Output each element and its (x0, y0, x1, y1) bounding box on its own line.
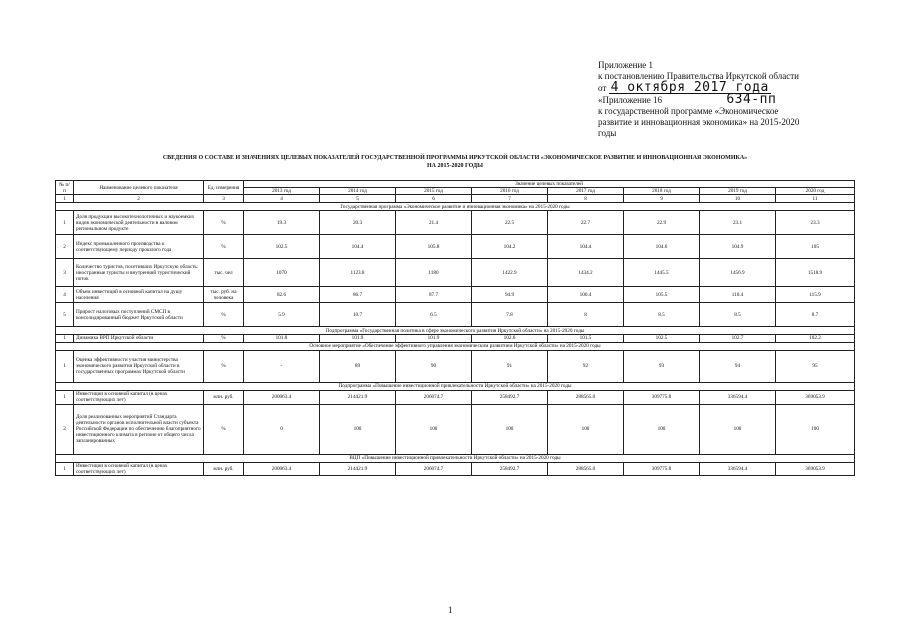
row-number: 1 (56, 211, 74, 235)
indicator-name: Объем инвестиций в основной капитал на душу населения (74, 287, 204, 303)
section-title: Государственная программа «Экономическое развитие и инновационная экономика» на 2015-2020 годы (56, 203, 855, 211)
annex-number-line: «Приложение 16 634-пп (598, 92, 777, 107)
indicator-value: - (244, 350, 320, 382)
indicator-value: 1518.9 (776, 259, 855, 287)
column-index: 10 (700, 195, 776, 203)
unit: % (204, 350, 244, 382)
indicator-value: 100 (548, 404, 624, 454)
indicator-value: 258492.7 (472, 462, 548, 475)
table-row (56, 287, 855, 303)
col-number-header: № п/п (56, 181, 74, 195)
unit: тыс. руб. на человека (204, 287, 244, 303)
indicator-value: 1422.9 (472, 259, 548, 287)
indicator-name: Индекс промышленного производства к соответствующему периоду прошлого года (74, 235, 204, 259)
program-line-1: к государственной программе «Экономическое (598, 106, 779, 116)
table-row (56, 335, 855, 342)
indicator-value: 104.2 (472, 235, 548, 259)
indicator-value: 23.3 (776, 211, 855, 235)
indicator-value: 90 (396, 350, 472, 382)
indicator-name: Количество туристов, посетивших Иркутскую область: иностранные туристы и внутренний туристический поток (74, 259, 204, 287)
indicator-value: 8 (548, 303, 624, 327)
column-index-row (56, 195, 855, 203)
row-number: 1 (56, 390, 74, 404)
indicator-value: 369053.9 (776, 462, 855, 475)
indicator-value: 100 (700, 404, 776, 454)
indicator-value: 102.7 (700, 335, 776, 342)
unit: тыс. чел (204, 259, 244, 287)
indicator-value: 100 (776, 404, 855, 454)
indicator-value: 309775.8 (624, 462, 700, 475)
indicator-value: 100.4 (548, 287, 624, 303)
table-row (56, 211, 855, 235)
indicator-value: 10.7 (320, 303, 396, 327)
indicator-value: 95 (776, 350, 855, 382)
unit: % (204, 235, 244, 259)
indicator-value: 369053.9 (776, 390, 855, 404)
indicator-value: 82.6 (244, 287, 320, 303)
section-row (56, 382, 855, 390)
table-row (56, 462, 855, 475)
indicator-value: 87.7 (396, 287, 472, 303)
unit: % (204, 303, 244, 327)
section-row (56, 327, 855, 335)
indicator-value: 22.7 (548, 211, 624, 235)
column-index: 6 (396, 195, 472, 203)
column-index: 1 (56, 195, 74, 203)
indicator-value: 100 (472, 404, 548, 454)
indicator-value: 105.5 (624, 287, 700, 303)
indicator-value: 104.4 (320, 235, 396, 259)
row-number: 3 (56, 259, 74, 287)
indicator-value: 93 (624, 350, 700, 382)
row-number: 4 (56, 287, 74, 303)
resolution-line: к постановлению Правительства Иркутской области (598, 71, 799, 81)
row-number: 2 (56, 235, 74, 259)
section-row (56, 454, 855, 462)
year-header: 2014 год (320, 188, 396, 195)
column-index: 3 (204, 195, 244, 203)
indicator-value: 214421.9 (320, 462, 396, 475)
year-header: 2020 год (776, 188, 855, 195)
row-number: 1 (56, 335, 74, 342)
table-row (56, 390, 855, 404)
indicator-value: 288565.0 (548, 390, 624, 404)
column-index: 9 (624, 195, 700, 203)
row-number: 5 (56, 303, 74, 327)
document-header (598, 60, 898, 139)
resolution-date: 4 октября 2017 года (610, 80, 769, 95)
year-header: 2018 год (624, 188, 700, 195)
annex-title: Приложение 1 (598, 60, 654, 70)
indicator-value: 91 (472, 350, 548, 382)
indicator-value: 89 (320, 350, 396, 382)
column-index: 5 (320, 195, 396, 203)
column-index: 7 (472, 195, 548, 203)
col-values-header: Значение целевых показателей (244, 181, 855, 188)
indicator-name: Доля продукции высокотехнологичных и наукоемких видов экономической деятельности в валовом региональном продукте (74, 211, 204, 235)
indicator-name: Инвестиции в основной капитал (в ценах соответствующих лет) (74, 390, 204, 404)
column-index: 8 (548, 195, 624, 203)
indicator-name: Оценка эффективности участия министерства экономического развития Иркутской области в государственных программах Иркутской области (74, 350, 204, 382)
indicator-value: 110.4 (700, 287, 776, 303)
indicator-name: Доля реализованных мероприятий Стандарта деятельности органов исполнительной власти субъекта Российской Федерации по обеспечению благоприятного инвестиционного климата в регионе от общего числа запланированных (74, 404, 204, 454)
indicator-value: 94 (700, 350, 776, 382)
indicator-value: 1456.9 (700, 259, 776, 287)
section-title: Подпрограмма «Государственная политика в сфере экономического развития Иркутской области» на 2015-2020 годы (56, 327, 855, 335)
column-index: 4 (244, 195, 320, 203)
unit: млн. руб. (204, 390, 244, 404)
indicator-value: 309775.8 (624, 390, 700, 404)
section-title: ВЦП «Повышение инвестиционной привлекательности Иркутской области» на 2015-2020 годы (56, 454, 855, 462)
year-header: 2016 год (472, 188, 548, 195)
indicator-value: 1445.5 (624, 259, 700, 287)
indicator-value: 23.1 (700, 211, 776, 235)
indicator-value: 104.6 (624, 235, 700, 259)
column-index: 2 (74, 195, 204, 203)
indicator-value: 104.4 (548, 235, 624, 259)
section-row (56, 203, 855, 211)
indicator-value: 104.9 (700, 235, 776, 259)
indicator-value: 22.5 (472, 211, 548, 235)
unit: млн. руб. (204, 462, 244, 475)
table-row (56, 235, 855, 259)
section-row (56, 342, 855, 350)
indicator-value: 1180 (396, 259, 472, 287)
col-name-header: Наименование целевого показателя (74, 181, 204, 195)
column-index: 11 (776, 195, 855, 203)
indicator-value: 8.7 (776, 303, 855, 327)
indicator-value: 92 (548, 350, 624, 382)
year-header: 2013 год (244, 188, 320, 195)
indicator-value: 105 (776, 235, 855, 259)
indicator-value: 214421.9 (320, 390, 396, 404)
table-row (56, 303, 855, 327)
indicator-value: 102.5 (244, 235, 320, 259)
indicator-value: 206074.7 (396, 462, 472, 475)
indicator-value: 200063.4 (244, 390, 320, 404)
indicator-value: 6.5 (396, 303, 472, 327)
indicator-name: Прирост налоговых поступлений СМСП в консолидированный бюджет Иркутской области (74, 303, 204, 327)
row-number: 1 (56, 350, 74, 382)
year-header: 2015 год (396, 188, 472, 195)
indicator-value: 200063.4 (244, 462, 320, 475)
row-number: 2 (56, 404, 74, 454)
indicator-value: 101.8 (244, 335, 320, 342)
resolution-number: 634-пп (726, 92, 777, 107)
unit: % (204, 211, 244, 235)
year-header: 2019 год (700, 188, 776, 195)
indicator-value: 8.5 (700, 303, 776, 327)
indicator-value: 1070 (244, 259, 320, 287)
indicator-name: Динамика ВРП Иркутской области (74, 335, 204, 342)
indicator-value: 102.2 (776, 335, 855, 342)
indicator-value: 206074.7 (396, 390, 472, 404)
indicator-value: 101.5 (548, 335, 624, 342)
unit: % (204, 335, 244, 342)
row-number: 1 (56, 462, 74, 475)
indicator-value: 8.5 (624, 303, 700, 327)
indicator-value: 1123.8 (320, 259, 396, 287)
indicator-value: 336594.4 (700, 462, 776, 475)
indicator-value: 102.5 (624, 335, 700, 342)
indicator-value: 5.9 (244, 303, 320, 327)
table-row (56, 404, 855, 454)
unit: % (204, 404, 244, 454)
indicator-value: 1434.2 (548, 259, 624, 287)
indicator-value: 258492.7 (472, 390, 548, 404)
indicator-value: 7.8 (472, 303, 548, 327)
table-row (56, 350, 855, 382)
indicators-table (55, 180, 855, 476)
date-line: от 4 октября 2017 года (598, 80, 769, 95)
indicator-value: 102.6 (472, 335, 548, 342)
indicator-value: 105.8 (396, 235, 472, 259)
indicator-value: 100 (624, 404, 700, 454)
year-header: 2017 год (548, 188, 624, 195)
indicator-value: 101.9 (320, 335, 396, 342)
page-number: 1 (448, 605, 453, 615)
indicator-value: 94.9 (472, 287, 548, 303)
indicator-name: Инвестиции в основной капитал (в ценах соответствующих лет) (74, 462, 204, 475)
indicator-value: 101.9 (396, 335, 472, 342)
section-title: Основное мероприятие «Обеспечение эффективного управления экономическим развитием Иркутской области» на 2015-2020 годы (56, 342, 855, 350)
indicator-value: 115.9 (776, 287, 855, 303)
document-title: СВЕДЕНИЯ О СОСТАВЕ И ЗНАЧЕНИЯХ ЦЕЛЕВЫХ ПОКАЗАТЕЛЕЙ ГОСУДАРСТВЕННОЙ ПРОГРАММЫ ИРКУТСКОЙ ОБЛАСТИ «ЭКОНОМИЧЕСКОЕ РАЗВИТИЕ И ИННОВАЦИОННАЯ ЭКОНОМИКА» НА 2015-2020 ГОДЫ (162, 155, 748, 169)
indicator-value: 0 (244, 404, 320, 454)
indicator-value: 21.4 (396, 211, 472, 235)
program-line-3: годы (598, 128, 617, 138)
indicator-value: 19.3 (244, 211, 320, 235)
indicator-value: 86.7 (320, 287, 396, 303)
indicator-value: 100 (396, 404, 472, 454)
indicator-value: 20.3 (320, 211, 396, 235)
indicator-value: 100 (320, 404, 396, 454)
col-unit-header: Ед. измерения (204, 181, 244, 195)
program-line-2: развитие и инновационная экономика» на 2015-2020 (598, 117, 800, 127)
section-title: Подпрограмма «Повышение инвестиционной привлекательности Иркутской области» на 2015-2020 годы (56, 382, 855, 390)
indicator-value: 288565.0 (548, 462, 624, 475)
table-row (56, 259, 855, 287)
table-body (56, 203, 855, 476)
indicator-value: 22.9 (624, 211, 700, 235)
indicator-value: 336594.4 (700, 390, 776, 404)
